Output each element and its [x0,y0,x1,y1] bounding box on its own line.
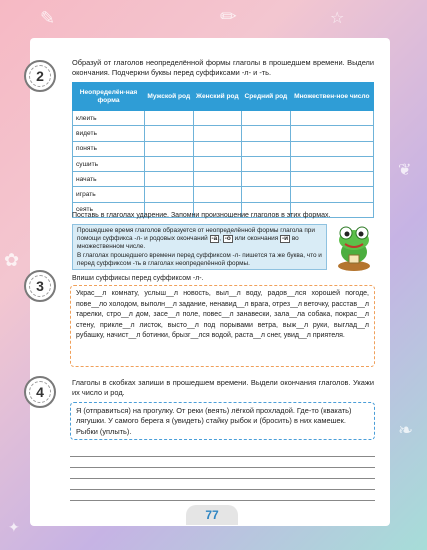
page-number: 77 [186,505,238,525]
col-header-feminine: Женский род [193,83,241,111]
frog-mascot-icon [333,222,375,272]
task-4-number: 4 [24,376,56,408]
ending-i-badge: -и [281,235,289,243]
flower-doodle-icon: ✿ [4,250,20,271]
stress-note: Поставь в глаголах ударение. Запомни произношение глаголов в этих формах. [72,212,331,219]
answer-line[interactable] [70,457,375,468]
answer-line[interactable] [70,468,375,479]
table-row: клеить [73,111,374,126]
apple-doodle-icon: ❦ [398,160,412,179]
col-header-neuter: Средний род [242,83,291,111]
table-row: начать [73,172,374,187]
col-header-masculine: Мужской род [145,83,194,111]
task-2-instruction: Образуй от глаголов неопределённой формы глаголы в прошедшем времени. Выдели окончания. Подчеркни буквы перед суффиксами -л- и -ть. [72,58,374,77]
col-header-plural: Множествен-ное число [290,83,373,111]
grammar-rule-box: Прошедшее время глаголов образуется от неопределённой формы глагола при помощи суффикса -л- и родовых окончаний -а , -о или окончания -и во множественном числе. В глаголах прошедшего времени перед суффиксом -л- пишется та же буква, что и перед суффиксом -ть в глаголах неопределённой формы. [72,224,327,270]
task-3-number: 3 [24,270,56,302]
star-doodle-icon: ✦ [8,520,20,536]
task-3-exercise-text: Украс__л комнату, услыш__л новость, выл__л воду, радов__лся хорошей погоде, пове__ло холодом, выполн__л задание, ненавид__л врага, отрез__л веточку, расстав__л тарелки, стро__л дом, засе__л поле, повес__л занавески, зала__ла собака, покрас__л стену, прикле__л листок, высто__л под порывами ветра, выж__л руки, выглад__л рубашку, начист__л ботинки, брызг__лся водой, раста__л снег, увид__л приятеля. [70,285,375,367]
table-row: понять [73,141,374,156]
table-row: играть [73,187,374,202]
leaf-doodle-icon: ❧ [398,420,414,441]
ending-a-badge: -а [211,235,218,243]
table-row: видеть [73,126,374,141]
task-4-instruction: Глаголы в скобках запиши в прошедшем времени. Выдели окончания глаголов. Укажи их число и род. [72,378,374,397]
compass-doodle-icon: ✎ [40,8,56,29]
table-row: сеять [73,202,374,217]
verbs-table [72,82,374,218]
col-header-infinitive: Неопределён-ная форма [73,83,145,111]
table-row: сушить [73,156,374,171]
ending-o-badge: -о [224,235,231,243]
task-4-exercise-text: Я (отправиться) на прогулку. От реки (веять) лёгкой прохладой. Где-то (квакать) лягушки. У самого берега я (увидеть) стайку рыбок и (бросить) в них камешек. Рыбки (уплыть). [70,402,375,440]
answer-line[interactable] [70,479,375,490]
task-2-number: 2 [24,60,56,92]
star-doodle-icon: ☆ [330,8,345,27]
answer-lines[interactable] [70,446,375,501]
answer-line[interactable] [70,490,375,501]
answer-line[interactable] [70,446,375,457]
pencil-doodle-icon: ✏ [220,4,237,28]
task-3-instruction: Впиши суффиксы перед суффиксом -л-. [72,275,204,282]
